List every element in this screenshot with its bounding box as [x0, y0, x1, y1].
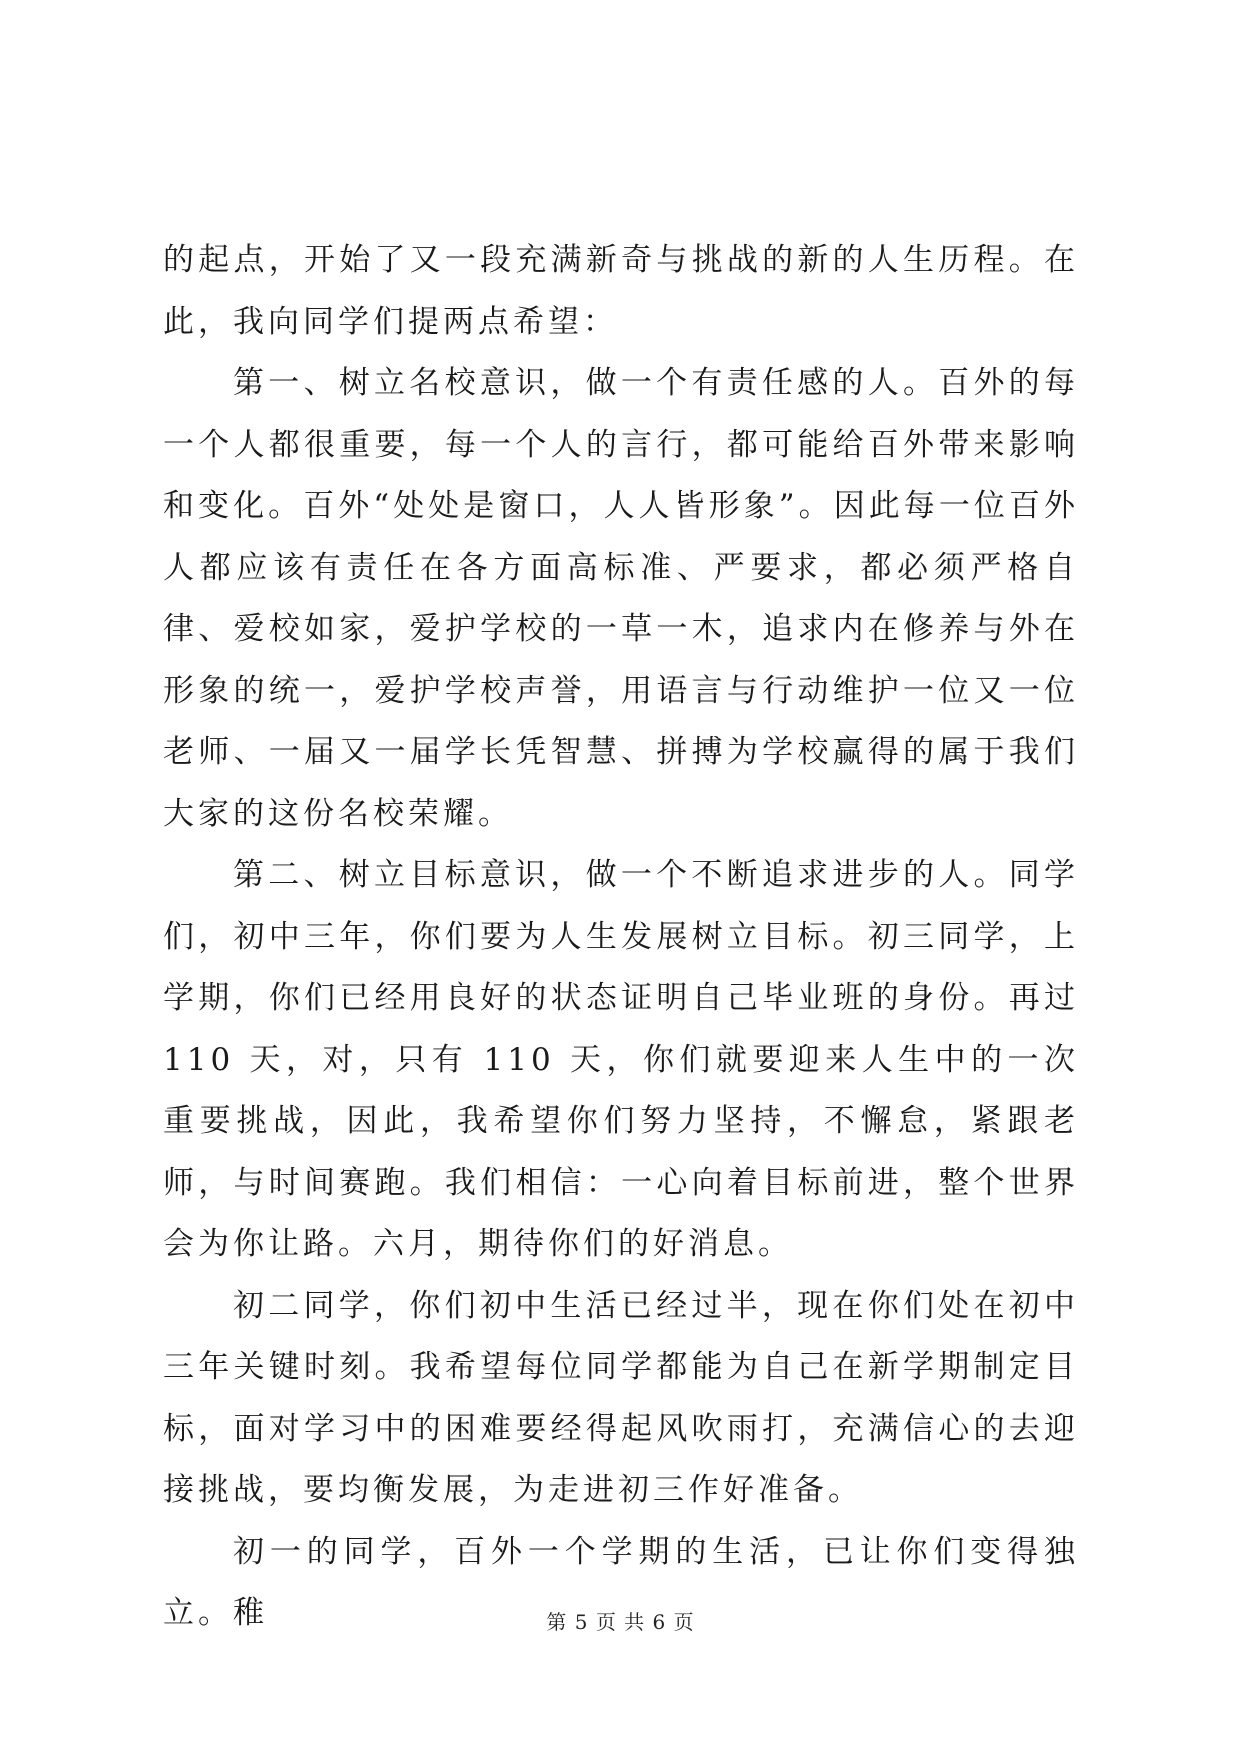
- page-footer: 第 5 页 共 6 页: [546, 1610, 695, 1634]
- paragraph-3: 第二、树立目标意识，做一个不断追求进步的人。同学们，初中三年，你们要为人生发展树立目标。初三同学，上学期，你们已经用良好的状态证明自己毕业班的身份。再过 110 天，对，只有 110 天，你们就要迎来人生中的一次重要挑战，因此，我希望你们努力坚持，不懈怠，紧跟老师，与时间赛跑。我们相信：一心向着目标前进，整个世界会为你让路。六月，期待你们的好消息。: [163, 857, 1079, 1262]
- paragraph-4: 初二同学，你们初中生活已经过半，现在你们处在初中三年关键时刻。我希望每位同学都能为自己在新学期制定目标，面对学习中的困难要经得起风吹雨打，充满信心的去迎接挑战，要均衡发展，为走进初三作好准备。: [163, 1287, 1079, 1508]
- paragraph-5: 初一的同学，百外一个学期的生活，已让你们变得独立。稚: [163, 1533, 1079, 1631]
- body-text: [163, 230, 1079, 1645]
- paragraph-1: 的起点，开始了又一段充满新奇与挑战的新的人生历程。在此，我向同学们提两点希望：: [163, 242, 1079, 340]
- paragraph-2: 第一、树立名校意识，做一个有责任感的人。百外的每一个人都很重要，每一个人的言行，都可能给百外带来影响和变化。百外“处处是窗口，人人皆形象”。因此每一位百外人都应该有责任在各方面高标准、严要求，都必须严格自律、爱校如家，爱护学校的一草一木，追求内在修养与外在形象的统一，爱护学校声誉，用语言与行动维护一位又一位老师、一届又一届学长凭智慧、拼搏为学校赢得的属于我们大家的这份名校荣耀。: [163, 365, 1079, 832]
